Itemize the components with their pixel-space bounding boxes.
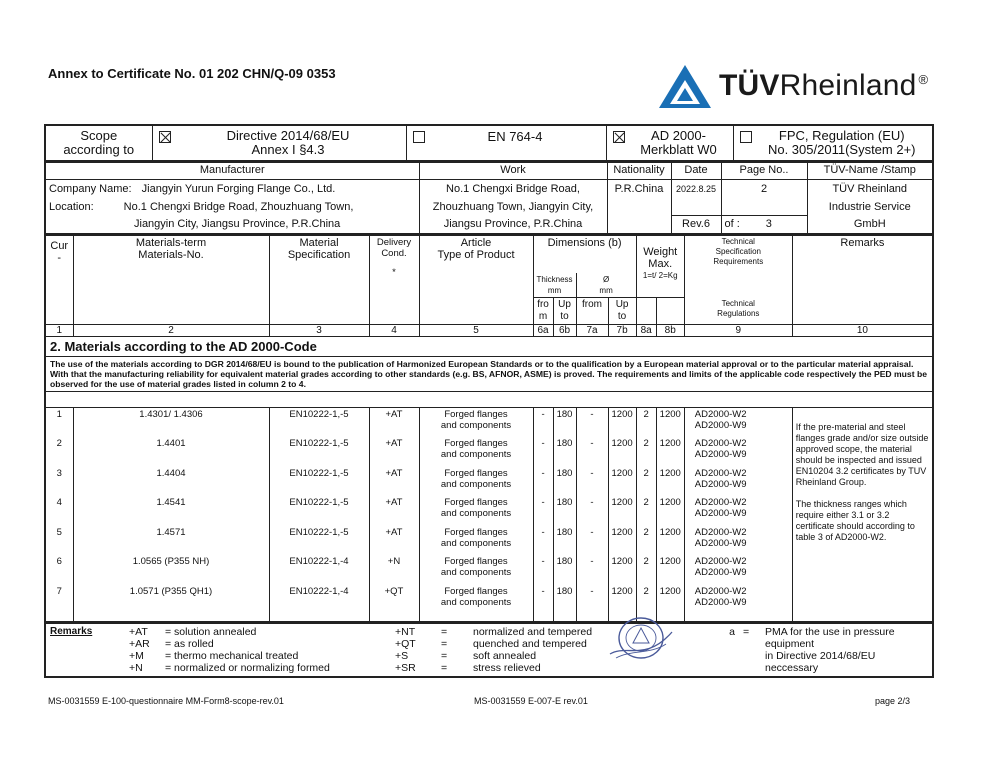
stamp-header: TÜV-Name /Stamp [807,163,933,180]
tuv-logo [657,62,947,110]
footer-left: MS-0031559 E-100-questionnaire MM-Form8-scope-rev.01 [48,696,284,706]
thickness-from-cell: - [533,526,553,556]
scope-option-en764[interactable]: EN 764-4 [406,125,606,161]
diameter-from-cell: - [576,467,608,497]
thickness-to-cell: 180 [553,526,576,556]
tech-req-header: Technical Specification Requirements [684,235,792,298]
location: Location: No.1 Chengxi Bridge Road, Zhouzhuang Town, [45,198,419,216]
cur-header: Cur - [45,235,73,325]
weight-unit-cell: 2 [636,467,656,497]
unchecked-box-icon[interactable] [413,131,425,143]
diameter-to-cell: 1200 [608,467,636,497]
cur-cell: 7 [45,585,73,615]
legend-right-eq: = = = = [437,624,469,678]
footer-center: MS-0031559 E-007-E rev.01 [474,696,588,706]
weight-max-cell: 1200 [656,585,684,615]
column-number: 3 [269,325,369,337]
work-header: Work [419,163,607,180]
tech-cell: AD2000-W2 AD2000-W9 [684,585,792,615]
diameter-from-cell: - [576,408,608,438]
tech-reg-header: Technical Regulations [684,298,792,325]
weight-max-cell: 1200 [656,467,684,497]
diameter-to-cell: 1200 [608,496,636,526]
work-line-1: No.1 Chengxi Bridge Road, [419,180,607,198]
column-number: 5 [419,325,533,337]
weight-unit-cell: 2 [636,526,656,556]
weight-header: Weight Max. 1=t/ 2=Kg [636,235,684,298]
weight-max-cell: 1200 [656,437,684,467]
tech-cell: AD2000-W2 AD2000-W9 [684,467,792,497]
delivery-header: Delivery Cond. * [369,235,419,325]
thickness-from-cell: - [533,555,553,585]
cur-cell: 5 [45,526,73,556]
column-number: 9 [684,325,792,337]
column-number: 7a [576,325,608,337]
article-cell: Forged flanges and components [419,408,533,438]
weight-max-cell: 1200 [656,555,684,585]
weight-unit-cell: 2 [636,496,656,526]
date-header: Date [671,163,721,180]
certificate-title: Annex to Certificate No. 01 202 CHN/Q-09 0353 [48,66,336,81]
scope-option-directive[interactable]: Directive 2014/68/EU Annex I §4.3 [152,125,406,161]
column-number: 7b [608,325,636,337]
diameter-from-cell: - [576,437,608,467]
tech-cell: AD2000-W2 AD2000-W9 [684,496,792,526]
thickness-to-cell: 180 [553,555,576,585]
rev-value: Rev.6 [671,216,721,234]
table-row [45,408,933,438]
work-line-2: Zhouzhuang Town, Jiangyin City, [419,198,607,216]
legend-a-code: a [639,624,739,678]
cond-cell: +QT [369,585,419,615]
thickness-upto: Up to [553,298,576,325]
diameter-from-cell: - [576,585,608,615]
cur-cell: 2 [45,437,73,467]
date-value: 2022.8.25 [671,180,721,198]
company-name: Company Name: Jiangyin Yurun Forging Flange Co., Ltd. [45,180,419,198]
material-cell: 1.0565 (P355 NH) [73,555,269,585]
weight-unit-cell: 2 [636,585,656,615]
column-number: 1 [45,325,73,337]
diameter-to-cell: 1200 [608,408,636,438]
unchecked-box-icon[interactable] [740,131,752,143]
thickness-to-cell: 180 [553,467,576,497]
spec-cell: EN10222-1,-5 [269,408,369,438]
nationality: P.R.China [607,180,671,198]
article-cell: Forged flanges and components [419,467,533,497]
diameter-to-cell: 1200 [608,555,636,585]
diameter-to-cell: 1200 [608,526,636,556]
spec-cell: EN10222-1,-5 [269,496,369,526]
section-title: 2. Materials according to the AD 2000-Code [45,337,933,357]
thickness-to-cell: 180 [553,496,576,526]
thickness-to-cell: 180 [553,408,576,438]
tech-cell: AD2000-W2 AD2000-W9 [684,408,792,438]
of-pages: of : 3 [721,216,807,234]
thickness-to-cell: 180 [553,437,576,467]
column-number: 2 [73,325,269,337]
column-number: 6b [553,325,576,337]
cond-cell: +AT [369,467,419,497]
article-cell: Forged flanges and components [419,437,533,467]
thickness-from-cell: - [533,437,553,467]
spec-header: Material Specification [269,235,369,325]
footer-page: page 2/3 [875,696,911,706]
diameter-icon: Ø [602,275,610,284]
checked-box-icon[interactable] [159,131,171,143]
remarks-text: If the pre-material and steel flanges grade and/or size outside approved scope, the material should be inspected and issued EN10204 3.2 certificates by TUV Rheinland Group. The thickness ranges which require either 3.1 or 3.2 certificate should according to table 3 of AD2000-W2. [792,408,933,623]
column-number: 10 [792,325,933,337]
materials-header: Materials-term Materials-No. [73,235,269,325]
column-number: 8a [636,325,656,337]
nationality-header: Nationality [607,163,671,180]
scope-label: Scope according to [45,125,152,161]
article-header: Article Type of Product [419,235,533,325]
spec-cell: EN10222-1,-4 [269,555,369,585]
tuv-stamp-icon [606,614,676,664]
tuv-triangle-icon [657,62,713,110]
cond-cell: +N [369,555,419,585]
material-cell: 1.4541 [73,496,269,526]
thickness-from-cell: - [533,496,553,526]
weight-max-cell: 1200 [656,496,684,526]
remarks-header: Remarks [792,235,933,325]
work-line-3: Jiangsu Province, P.R.China [419,216,607,234]
certificate-table [44,124,934,678]
diameter-from-cell: - [576,526,608,556]
legend-left-texts: = solution annealed = as rolled = thermo mechanical treated = normalized or normalizing formed [161,624,391,678]
cond-cell: +AT [369,437,419,467]
article-cell: Forged flanges and components [419,496,533,526]
article-cell: Forged flanges and components [419,526,533,556]
diameter-to-cell: 1200 [608,437,636,467]
diameter-to-cell: 1200 [608,585,636,615]
weight-unit-cell: 2 [636,437,656,467]
cond-cell: +AT [369,526,419,556]
spec-cell: EN10222-1,-5 [269,526,369,556]
weight-max-cell: 1200 [656,526,684,556]
diameter-upto: Up to [608,298,636,325]
legend-right-codes: +NT +QT +S +SR [391,624,437,678]
thickness-from-cell: - [533,408,553,438]
material-cell: 1.4571 [73,526,269,556]
spec-cell: EN10222-1,-4 [269,585,369,615]
cur-cell: 4 [45,496,73,526]
legend-left-codes: +AT +AR +M +N [125,624,161,678]
column-number: 6a [533,325,553,337]
thickness-from-cell: - [533,467,553,497]
diameter-header: Ø mm [576,273,636,298]
material-cell: 1.0571 (P355 QH1) [73,585,269,615]
diameter-from: from [576,298,608,325]
material-cell: 1.4401 [73,437,269,467]
spec-cell: EN10222-1,-5 [269,467,369,497]
stamp-line-3: GmbH [807,216,933,234]
stamp-line-2: Industrie Service [807,198,933,216]
location-line-2: Jiangyin City, Jiangsu Province, P.R.China [45,216,419,234]
tech-cell: AD2000-W2 AD2000-W9 [684,526,792,556]
thickness-to-cell: 180 [553,585,576,615]
column-number: 4 [369,325,419,337]
weight-max-cell: 1200 [656,408,684,438]
stamp-line-1: TÜV Rheinland [807,180,933,198]
cur-cell: 1 [45,408,73,438]
legend-a-text: PMA for the use in pressure equipment in Directive 2014/68/EU neccessary [761,624,933,678]
page-no-header: Page No.. [721,163,807,180]
legend-right-texts: normalized and tempered quenched and tempered soft annealed stress relieved [469,624,639,678]
section-note: The use of the materials according to DGR 2014/68/EU is bound to the publication of Harmonized European Standards or to the qualification by a European material approval or to the particular material appraisal. With that the manufacturing reliability for equivalent material grades according to other standards (e.g. BS, AFNOR, ASME) is proved. The requirements and limits of the applicable code respectively the PED must be observed for the use of material grades listed in column 2 to 4. [45,357,933,392]
dimensions-header: Dimensions (b) [533,235,636,273]
manufacturer-header: Manufacturer [45,163,419,180]
tech-cell: AD2000-W2 AD2000-W9 [684,555,792,585]
article-cell: Forged flanges and components [419,555,533,585]
thickness-from-cell: - [533,585,553,615]
cur-cell: 6 [45,555,73,585]
checked-box-icon[interactable] [613,131,625,143]
diameter-from-cell: - [576,496,608,526]
legend-a-eq: = [739,624,761,678]
legend-label: Remarks [45,624,125,678]
page-value: 2 [721,180,807,198]
logo-text: TÜVRheinland ® [719,69,929,102]
weight-unit-cell: 2 [636,555,656,585]
article-cell: Forged flanges and components [419,585,533,615]
material-cell: 1.4404 [73,467,269,497]
scope-option-ad2000[interactable]: AD 2000- Merkblatt W0 [606,125,733,161]
cur-cell: 3 [45,467,73,497]
weight-unit-cell: 2 [636,408,656,438]
diameter-from-cell: - [576,555,608,585]
thickness-header: Thickness mm [533,273,576,298]
thickness-from: fro m [533,298,553,325]
cond-cell: +AT [369,496,419,526]
spec-cell: EN10222-1,-5 [269,437,369,467]
scope-option-fpc[interactable]: FPC, Regulation (EU) No. 305/2011(System 2+) [733,125,933,161]
material-cell: 1.4301/ 1.4306 [73,408,269,438]
column-number: 8b [656,325,684,337]
cond-cell: +AT [369,408,419,438]
tech-cell: AD2000-W2 AD2000-W9 [684,437,792,467]
